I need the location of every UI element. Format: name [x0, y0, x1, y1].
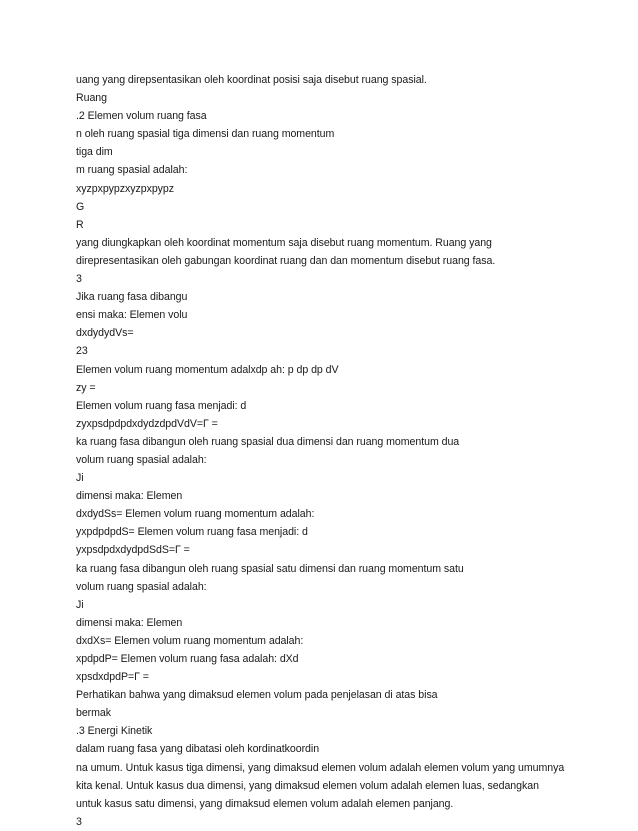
- text-line: Elemen volum ruang momentum adalxdp ah: p dp dp dV: [76, 363, 339, 376]
- text-line: uang yang direpsentasikan oleh koordinat posisi saja disebut ruang spasial.: [76, 74, 427, 86]
- text-line: 3: [76, 273, 82, 286]
- text-line: yang diungkapkan oleh koordinat momentum saja disebut ruang momentum. Ruang yang: [76, 236, 492, 249]
- text-line: zy =: [76, 381, 96, 394]
- document-body: [76, 71, 616, 831]
- text-line: volum ruang spasial adalah:: [76, 580, 207, 593]
- text-line: bermak: [76, 707, 112, 720]
- text-line: 23: [76, 345, 88, 358]
- text-line: m ruang spasial adalah:: [76, 164, 188, 177]
- text-line: ensi maka: Elemen volu: [76, 309, 188, 322]
- text-line: tiga dim: [76, 146, 113, 159]
- text-line: dxdXs= Elemen volum ruang momentum adalah:: [76, 634, 304, 647]
- text-line: G: [76, 200, 85, 213]
- text-line: .2 Elemen volum ruang fasa: [76, 110, 207, 123]
- text-line: zyxpsdpdpdxdydzdpdVdV=Γ =: [76, 417, 218, 430]
- text-line: dimensi maka: Elemen: [76, 616, 183, 629]
- text-line: volum ruang spasial adalah:: [76, 453, 207, 466]
- text-line: n oleh ruang spasial tiga dimensi dan ruang momentum: [76, 128, 335, 141]
- text-line: dimensi maka: Elemen: [76, 490, 183, 503]
- text-line: yxpdpdpdS= Elemen volum ruang fasa menjadi: d: [76, 526, 308, 539]
- text-line: Ji: [76, 598, 84, 611]
- text-line: Ji: [76, 472, 84, 485]
- text-line: xpsdxdpdP=Γ =: [76, 671, 149, 684]
- text-line: .3 Energi Kinetik: [76, 725, 153, 738]
- text-line: na umum. Untuk kasus tiga dimensi, yang dimaksud elemen volum adalah elemen volum yang umumnya: [76, 761, 565, 774]
- text-line: R: [76, 218, 84, 231]
- text-line: kita kenal. Untuk kasus dua dimensi, yang dimaksud elemen volum adalah elemen luas, sedangkan: [76, 779, 539, 792]
- text-line: xyzpxpypzxyzpxpypz: [76, 182, 175, 195]
- text-line: Ruang: [76, 92, 107, 105]
- text-line: Perhatikan bahwa yang dimaksud elemen volum pada penjelasan di atas bisa: [76, 689, 438, 702]
- text-line: untuk kasus satu dimensi, yang dimaksud elemen volum adalah elemen panjang.: [76, 797, 454, 810]
- text-line: 3: [76, 815, 82, 828]
- text-line: Elemen volum ruang fasa menjadi: d: [76, 399, 247, 412]
- text-line: ka ruang fasa dibangun oleh ruang spasial satu dimensi dan ruang momentum satu: [76, 562, 464, 575]
- text-line: xpdpdP= Elemen volum ruang fasa adalah: dXd: [76, 653, 299, 665]
- text-line: dalam ruang fasa yang dibatasi oleh kordinatkoordin: [76, 743, 320, 756]
- text-line: yxpsdpdxdydpdSdS=Γ =: [76, 544, 190, 557]
- text-line: Jika ruang fasa dibangu: [76, 291, 188, 304]
- text-line: dxdydSs= Elemen volum ruang momentum adalah:: [76, 508, 315, 521]
- text-line: ka ruang fasa dibangun oleh ruang spasial dua dimensi dan ruang momentum dua: [76, 435, 460, 448]
- text-line: dxdydydVs=: [76, 327, 134, 340]
- text-line: direpresentasikan oleh gabungan koordinat ruang dan dan momentum disebut ruang fasa.: [76, 254, 496, 267]
